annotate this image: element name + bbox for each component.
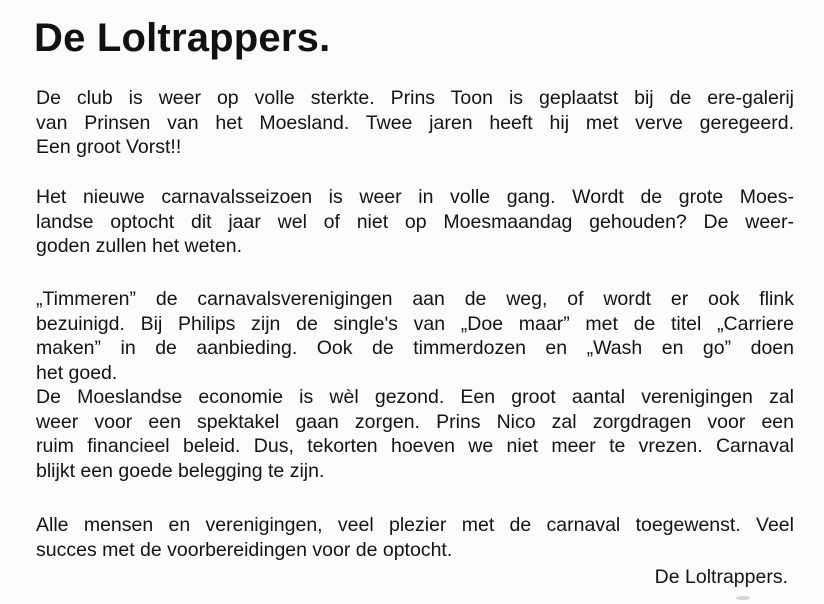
paragraph-economie xyxy=(36,385,794,483)
signature: De Loltrappers. xyxy=(654,566,788,588)
text-line: Alle mensen en verenigingen, veel plezier met de carnaval toegewenst. Veel xyxy=(36,514,794,536)
text-line: Een groot Vorst!! xyxy=(36,136,182,158)
text-line: succes met de voorbereidingen voor de optocht. xyxy=(36,538,453,561)
text-line: maken” in de aanbieding. Ook de timmerdozen en „Wash en go” doen xyxy=(36,337,794,359)
paragraph-timmeren xyxy=(36,287,794,385)
text-line: bezuinigd. Bij Philips zijn de single's van „Doe maar” met de titel „Carriere xyxy=(36,312,794,335)
text-line: „Timmeren” de carnavalsverenigingen aan de weg, of wordt er ook flink xyxy=(36,288,794,310)
paragraph-club xyxy=(36,86,794,160)
text-line: blijkt een goede belegging te zijn. xyxy=(36,459,325,482)
paragraph-season xyxy=(36,185,794,259)
text-line: weer voor een spektakel gaan zorgen. Prins Nico zal zorgdragen voor een xyxy=(36,410,794,433)
text-line: ruim financieel beleid. Dus, tekorten hoeven we niet meer te vrezen. Carnaval xyxy=(36,435,794,457)
text-line: van Prinsen van het Moesland. Twee jaren heeft hij met verve geregeerd. xyxy=(36,111,794,134)
text-line: landse optocht dit jaar wel of niet op Moesmaandag gehouden? De weer- xyxy=(36,210,794,233)
text-line: goden zullen het weten. xyxy=(36,235,242,257)
text-line: Het nieuwe carnavalsseizoen is weer in volle gang. Wordt de grote Moes- xyxy=(36,186,794,208)
paragraph-wishes xyxy=(36,513,794,562)
text-line: De Moeslandse economie is wèl gezond. Een groot aantal verenigingen zal xyxy=(36,386,794,408)
article-title: De Loltrappers. xyxy=(34,16,331,60)
text-line: het goed. xyxy=(36,361,118,384)
text-line: De club is weer op volle sterkte. Prins Toon is geplaatst bij de ere-galerij xyxy=(36,87,794,109)
print-smudge xyxy=(736,596,750,600)
